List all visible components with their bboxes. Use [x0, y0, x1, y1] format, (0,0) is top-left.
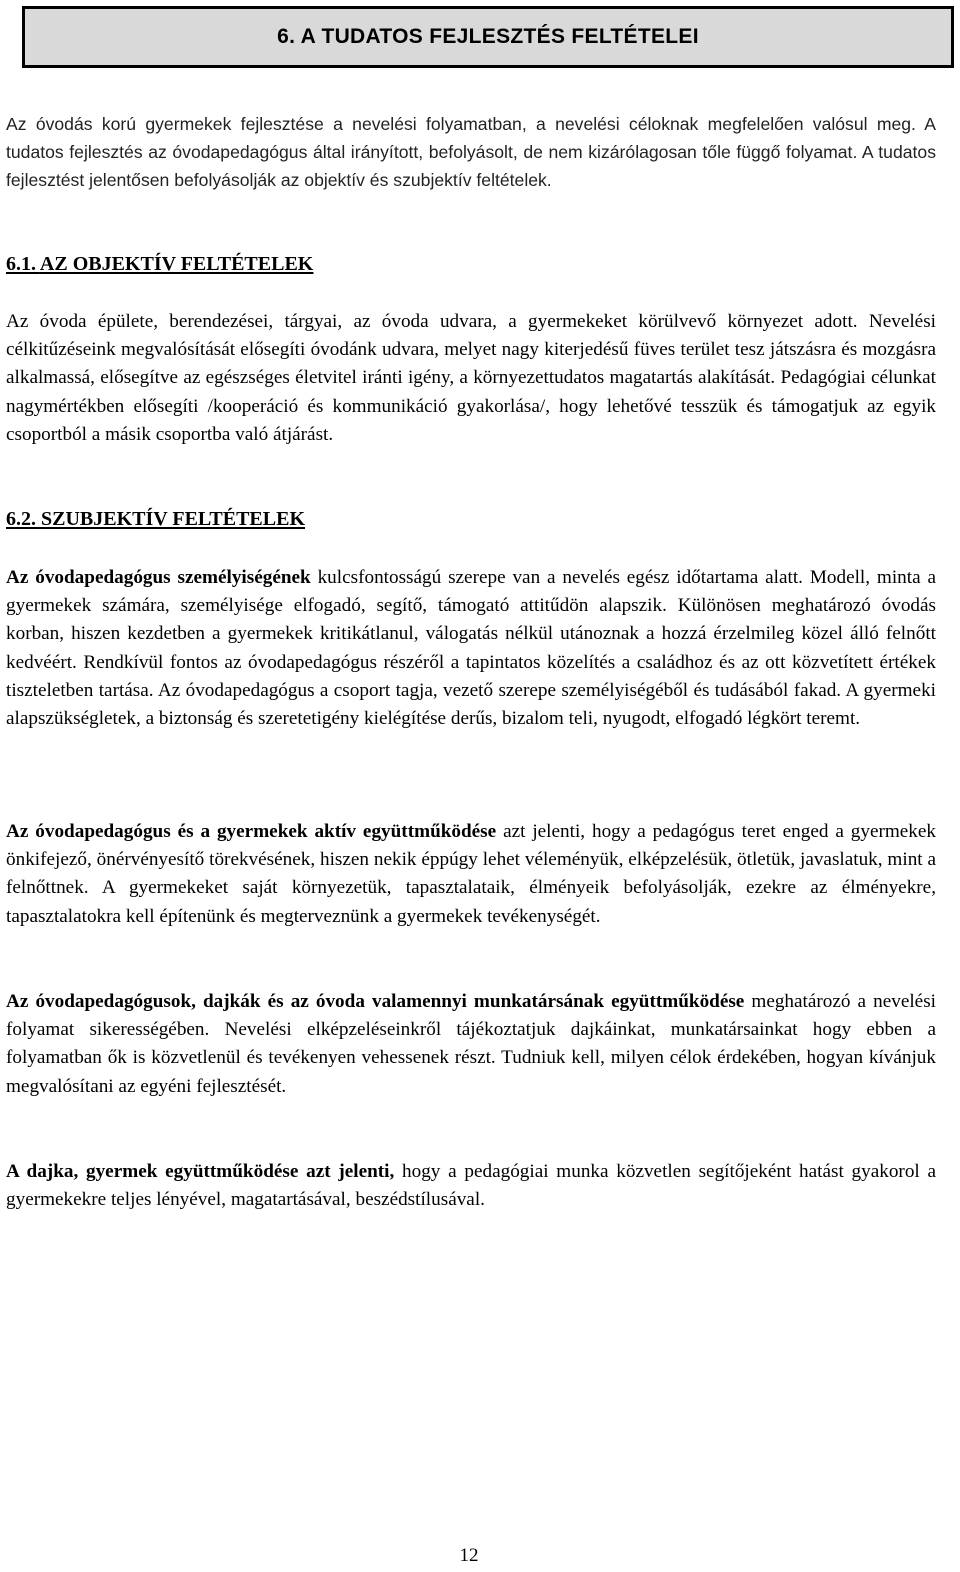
subjective-paragraph-1	[6, 564, 936, 733]
page-number: 12	[459, 1545, 479, 1566]
objective-paragraph: Az óvoda épülete, berendezései, tárgyai, az óvoda udvara, a gyermekeket körülvevő környezet adott. Nevelési célkitűzéseink megvalósítását elősegíti óvodánk udvara, melyet nagy kiterjedésű füves terület tesz játszásra és mozgásra alkalmassá, elősegítve az egészséges életvitel iránti igény, a környezettudatos magatartás alakítását. Pedagógiai célunkat nagymértékben elősegíti /kooperáció és kommunikáció gyakorlása/, hogy lehetővé tesszük és támogatjuk az egyik csoportból a másik csoportba való átjárást.	[6, 311, 936, 445]
paragraph-text: azt jelenti, hogy a pedagógus teret enged a gyermekek önkifejező, önérvényesítő törekvésének, hiszen nekik éppúgy lehet véleményük, elképzelésük, ötletük, javaslatuk, mint a felnőttnek. A gyermekeket saját környezetük, tapasztalataik, élményeik befolyásolják, ezekre az élményekre, tapasztalatokra kell építenünk és megterveznünk a gyermekek tevékenységét.	[6, 821, 936, 927]
section-title: AZ OBJEKTÍV FELTÉTELEK	[39, 253, 314, 275]
emphasis-text: A dajka, gyermek együttműködése azt jelenti,	[6, 1161, 395, 1182]
paragraph-text: meghatározó a nevelési folyamat sikerességében. Nevelési elképzeléseinkről tájékoztatjuk dajkáinkat, munkatársainkat hogy ebben a folyamatban ők is közvetlenül és tevékenyen vehessenek részt. Tudniuk kell, milyen célok érdekében, hogyan kívánjuk megvalósítani az egyéni fejlesztését.	[6, 991, 936, 1097]
paragraph-text: hogy a pedagógiai munka közvetlen segítőjeként hatást gyakorol a gyermekekre teljes lényével, magatartásával, beszédstílusával.	[6, 1161, 936, 1211]
emphasis-text: Az óvodapedagógus személyiségének	[6, 567, 311, 588]
section-heading-objective	[6, 253, 313, 276]
section-heading-subjective	[6, 508, 305, 531]
section-number: 6.2.	[6, 508, 36, 530]
chapter-title: 6. A TUDATOS FEJLESZTÉS FELTÉTELEI	[277, 25, 699, 48]
chapter-title-box	[22, 6, 954, 68]
emphasis-text: Az óvodapedagógus és a gyermekek aktív együttműködése	[6, 821, 497, 842]
section-number: 6.1.	[6, 253, 36, 275]
intro-paragraph: Az óvodás korú gyermekek fejlesztése a nevelési folyamatban, a nevelési céloknak megfelelően valósul meg. A tudatos fejlesztés az óvodapedagógus által irányított, befolyásolt, de nem kizárólagosan tőle függő folyamat. A tudatos fejlesztést jelentősen befolyásolják az objektív és szubjektív feltételek.	[6, 114, 936, 191]
subjective-paragraph-4	[6, 1158, 936, 1214]
emphasis-text: Az óvodapedagógusok, dajkák és az óvoda valamennyi munkatársának együttműködése	[6, 991, 745, 1012]
paragraph-text: kulcsfontosságú szerepe van a nevelés egész időtartama alatt. Modell, minta a gyermekek számára, személyisége elfogadó, segítő, támogató attitűdön alapszik. Különösen meghatározó óvodás korban, hiszen kezdetben a gyermekek kritikátlanul, válogatás nélkül utánoznak a hozzá érzelmileg közel álló felnőtt kedvéért. Rendkívül fontos az óvodapedagógus részéről a tapintatos közelítés a családhoz és az ott közvetített értékek tiszteletben tartása. Az óvodapedagógus a csoport tagja, vezető szerepe személyiségéből és tudásából fakad. A gyermeki alapszükségletek, a biztonság és szeretetigény kielégítése derűs, bizalom teli, nyugodt, elfogadó légkört teremt.	[6, 567, 936, 730]
section-title: SZUBJEKTÍV FELTÉTELEK	[41, 508, 306, 530]
subjective-paragraph-2	[6, 818, 936, 931]
subjective-paragraph-3	[6, 988, 936, 1101]
